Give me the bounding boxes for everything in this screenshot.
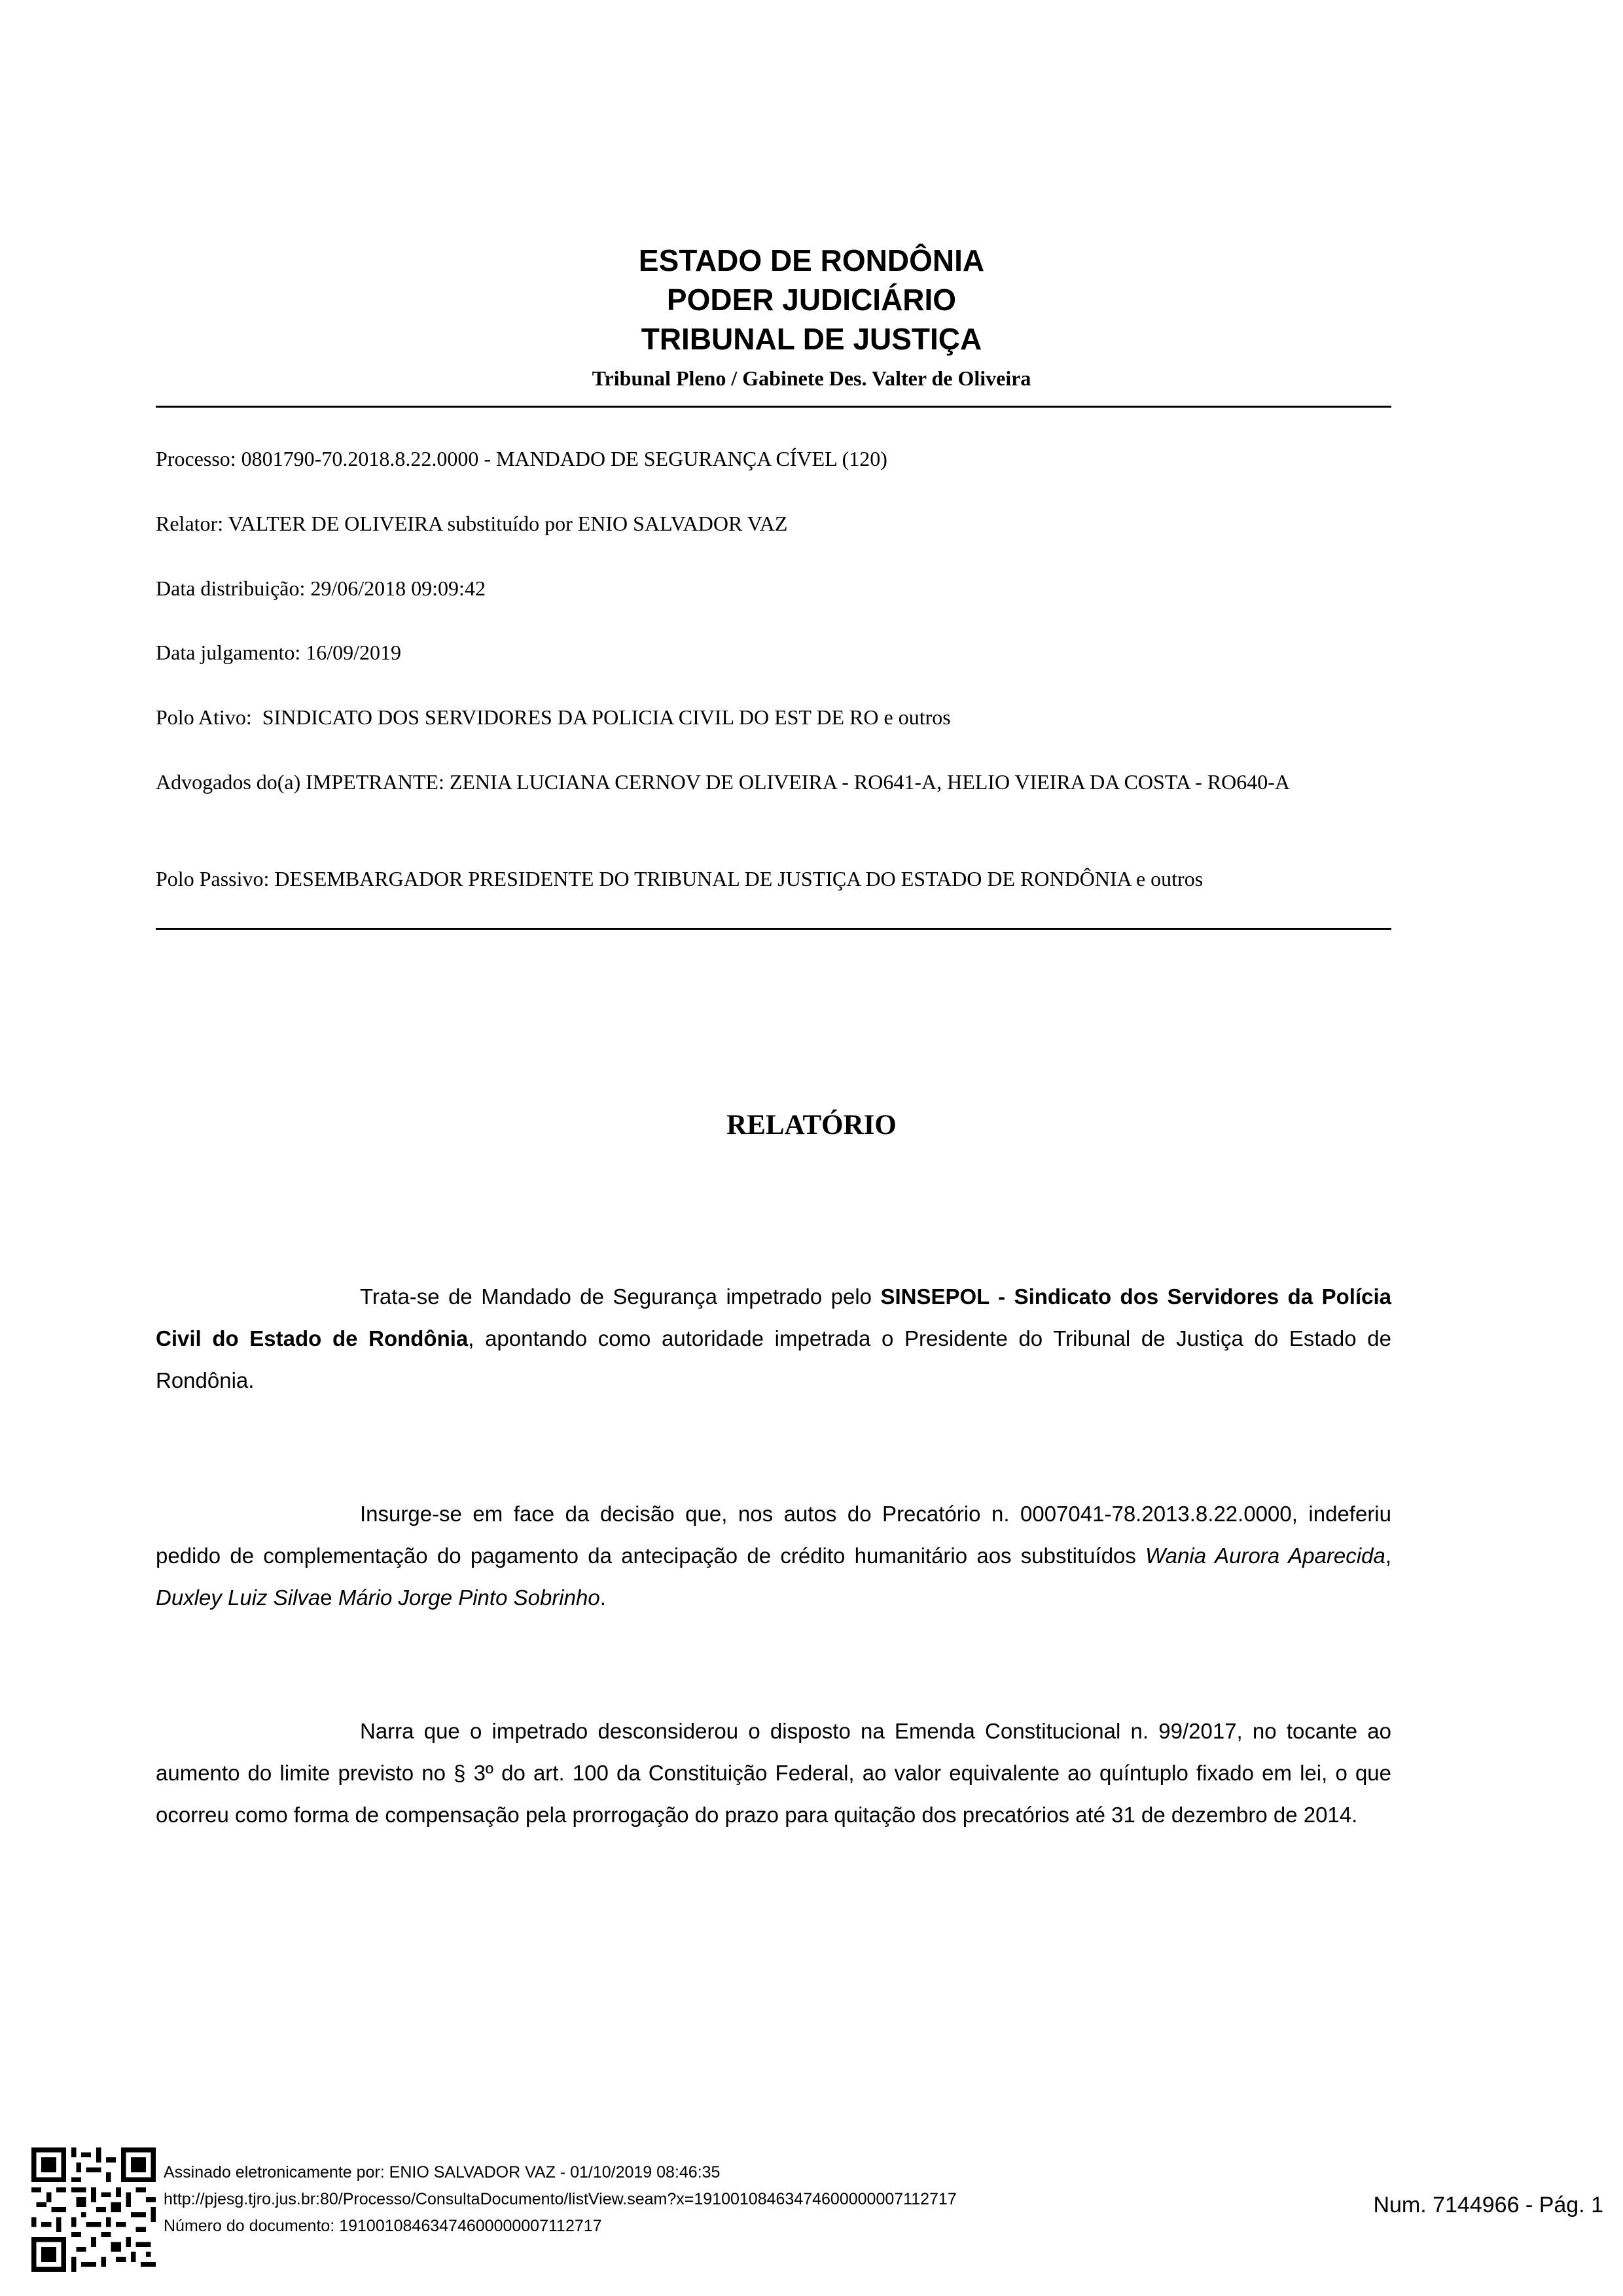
p1-text-a: Trata-se de Mandado de Segurança impetrado pelo [360,1284,881,1309]
paragraph-3 [156,1710,1391,1836]
header-state: ESTADO DE RONDÔNIA [638,243,985,277]
polo-ativo-line: Polo Ativo: SINDICATO DOS SERVIDORES DA POLICIA CIVIL DO EST DE RO e outros [156,705,951,729]
data-distribuicao-line: Data distribuição: 29/06/2018 09:09:42 [156,576,486,600]
processo-line: Processo: 0801790-70.2018.8.22.0000 - MANDADO DE SEGURANÇA CÍVEL (120) [156,447,887,470]
p3-text: Narra que o impetrado desconsiderou o disposto na Emenda Constitucional n. 99/2017, no tocante ao aumento do limite previsto no § 3º do art. 100 da Constituição Federal, ao valor equivalente ao quíntuplo fixado em lei, o que ocorreu como forma de compensação pela prorrogação do prazo para quitação dos precatórios até 31 de dezembro de 2014. [156,1719,1391,1827]
data-julgamento-line: Data julgamento: 16/09/2019 [156,641,402,664]
document-url[interactable]: http://pjesg.tjro.jus.br:80/Processo/ConsultaDocumento/listView.seam?x=19100108463474600000007112717 [164,2190,957,2208]
paragraph-2 [156,1493,1391,1619]
case-metadata [156,442,1391,940]
relator-line: Relator: VALTER DE OLIVEIRA substituído por ENIO SALVADOR VAZ [156,512,788,535]
document-title: RELATÓRIO [726,1110,897,1140]
page-number: Num. 7144966 - Pág. 1 [1373,2193,1603,2217]
p1-text-c: , apontando como autoridade impetrada o Presidente do Tribunal de Justiça do Estado de Rondônia. [156,1326,1391,1392]
polo-passivo-line: Polo Passivo: DESEMBARGADOR PRESIDENTE DO TRIBUNAL DE JUSTIÇA DO ESTADO DE RONDÔNIA e outros [156,867,1204,891]
p2-text-a: Insurge-se em face da decisão que, nos autos do Precatório n. 0007041-78.2013.8.22.0000, indeferiu pedido de complementação do pagamento da antecipação de crédito humanitário aos substituídos [156,1502,1391,1568]
document-header [0,241,1623,391]
header-power: PODER JUDICIÁRIO [666,283,957,317]
p2-end: . [599,1585,606,1610]
p2-name-3: Mário Jorge Pinto Sobrinho [338,1585,600,1610]
p2-sep-1: , [1385,1544,1391,1568]
p2-name-2: Duxley Luiz Silva [156,1585,321,1610]
header-divider [156,406,1391,408]
header-subtitle: Tribunal Pleno / Gabinete Des. Valter de Oliveira [592,366,1031,390]
p1-bold-entity: SINSEPOL - Sindicato dos Servidores da Polícia Civil do Estado de Rondônia [156,1284,1391,1351]
metadata-divider [156,928,1391,930]
document-number: Número do documento: 19100108463474600000007112717 [164,2217,602,2235]
advogados-line: Advogados do(a) IMPETRANTE: ZENIA LUCIANA CERNOV DE OLIVEIRA - RO641-A, HELIO VIEIRA DA COSTA - RO640-A [156,770,1291,794]
p2-name-1: Wania Aurora Aparecida [1145,1544,1385,1568]
paragraph-1 [156,1276,1391,1402]
qr-code-icon [31,2147,156,2272]
signature-line: Assinado eletronicamente por: ENIO SALVADOR VAZ - 01/10/2019 08:46:35 [164,2163,721,2181]
p2-sep-2: e [320,1585,338,1610]
header-court: TRIBUNAL DE JUSTIÇA [641,322,982,356]
